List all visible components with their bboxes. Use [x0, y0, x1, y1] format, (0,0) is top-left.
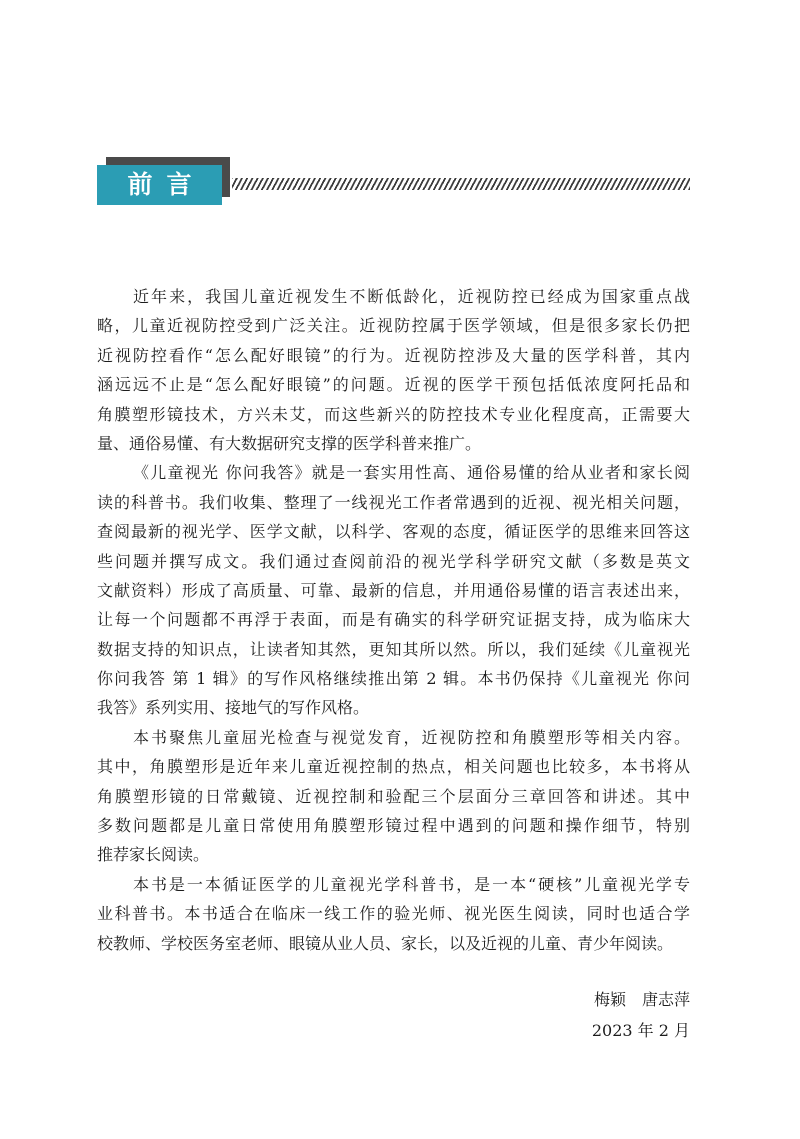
text-line: 多数问题都是儿童日常使用角膜塑形镜过程中遇到的问题和操作细节，特别	[97, 816, 690, 836]
text-line: 本书聚焦儿童屈光检查与视觉发育，近视防控和角膜塑形等相关内容。	[133, 727, 690, 747]
page-title: 前言	[97, 165, 222, 205]
text-line: 让每一个问题都不再浮于表面，而是有确实的科学研究证据支持，成为临床大	[97, 610, 690, 630]
text-line: 略，儿童近视防控受到广泛关注。近视防控属于医学领域，但是很多家长仍把	[97, 316, 690, 336]
text-line: 量、通俗易懂、有大数据研究支撑的医学科普来推广。	[97, 433, 482, 453]
paragraph-2	[97, 458, 690, 723]
paragraph-3	[97, 723, 690, 870]
text-line: 读的科普书。我们收集、整理了一线视光工作者常遇到的近视、视光相关问题，	[97, 492, 690, 512]
text-line: 其中，角膜塑形是近年来儿童近视控制的热点，相关问题也比较多，本书将从	[97, 757, 690, 777]
text-line: 校教师、学校医务室老师、眼镜从业人员、家长，以及近视的儿童、青少年阅读。	[97, 933, 674, 953]
text-line: 查阅最新的视光学、医学文献，以科学、客观的态度，循证医学的思维来回答这	[97, 522, 690, 542]
text-line: 业科普书。本书适合在临床一线工作的验光师、视光医生阅读，同时也适合学	[97, 904, 690, 924]
text-line: 角膜塑形镜的日常戴镜、近视控制和验配三个层面分三章回答和讲述。其中	[97, 786, 690, 806]
text-line: 数据支持的知识点，让读者知其然，更知其所以然。所以，我们延续《儿童视光	[97, 639, 690, 659]
text-line: 《儿童视光 你问我答》就是一套实用性高、通俗易懂的给从业者和家长阅	[133, 463, 690, 483]
text-line: 近年来，我国儿童近视发生不断低龄化，近视防控已经成为国家重点战	[133, 287, 690, 306]
signature-date: 2023 年 2 月	[591, 1021, 690, 1040]
text-line: 涵远远不止是“怎么配好眼镜”的问题。近视的医学干预包括低浓度阿托品和	[97, 375, 690, 395]
text-line: 角膜塑形镜技术，方兴未艾，而这些新兴的防控技术专业化程度高，正需要大	[97, 404, 690, 424]
signature-authors: 梅颖 唐志萍	[593, 990, 690, 1009]
text-line: 本书是一本循证医学的儿童视光学科普书，是一本“硬核”儿童视光学专	[133, 874, 690, 894]
text-line: 我答》系列实用、接地气的写作风格。	[97, 698, 370, 718]
text-line: 些问题并撰写成文。我们通过查阅前沿的视光学科学研究文献（多数是英文	[97, 551, 690, 571]
hatched-title-rule	[232, 178, 690, 190]
text-line: 文献资料）形成了高质量、可靠、最新的信息，并用通俗易懂的语言表述出来，	[97, 580, 690, 600]
text-line: 推荐家长阅读。	[97, 845, 210, 865]
paragraph-4	[97, 870, 690, 958]
paragraph-1	[97, 282, 690, 458]
preface-body	[97, 282, 690, 958]
text-line: 你问我答 第 1 辑》的写作风格继续推出第 2 辑。本书仍保持《儿童视光 你问	[97, 669, 690, 689]
text-line: 近视防控看作“怎么配好眼镜”的行为。近视防控涉及大量的医学科普，其内	[97, 345, 690, 365]
